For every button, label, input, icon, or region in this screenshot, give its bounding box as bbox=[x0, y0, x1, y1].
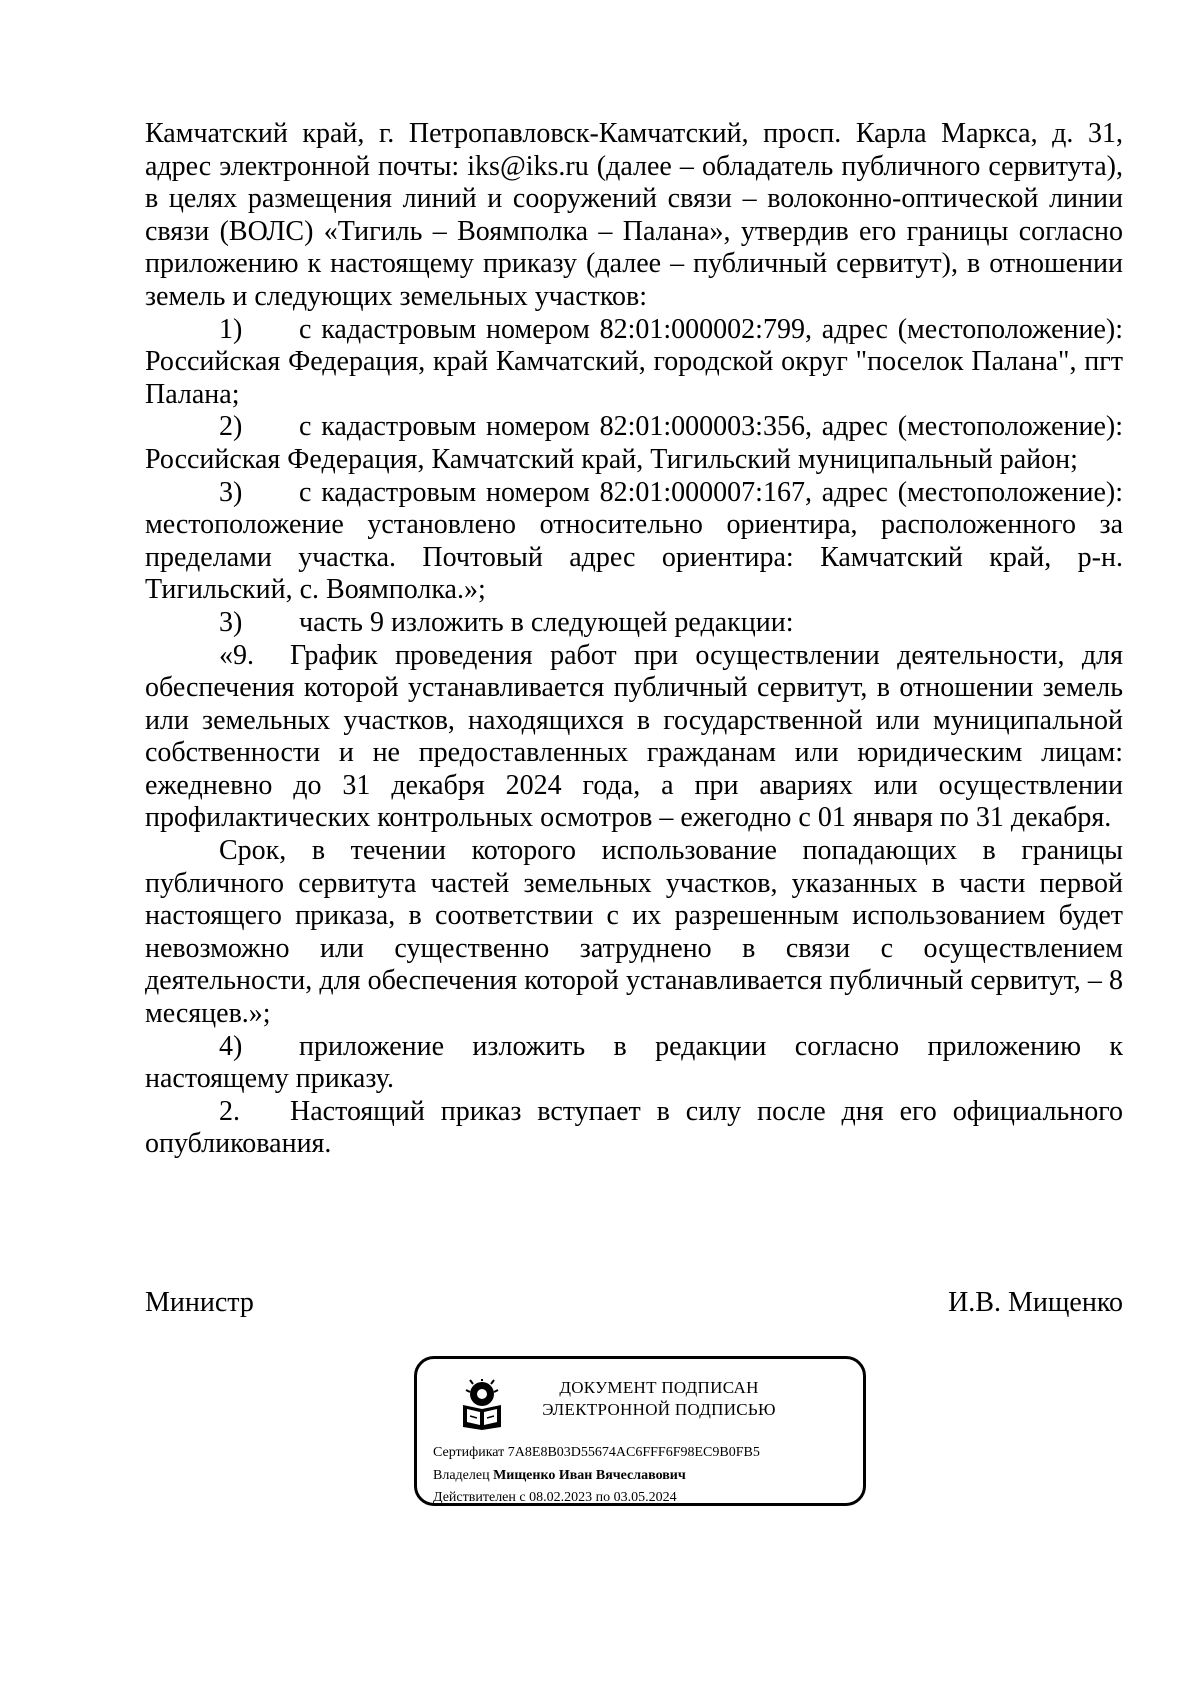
paragraph-effective bbox=[145, 1096, 1123, 1161]
list-item-text: часть 9 изложить в следующей редакции: bbox=[299, 606, 794, 638]
paragraph-text: Настоящий приказ вступает в силу после дня его официального опубликования. bbox=[145, 1095, 1123, 1160]
valid-to: 03.05.2024 bbox=[613, 1490, 677, 1505]
list-item-text: приложение изложить в редакции согласно приложению к настоящему приказу. bbox=[145, 1030, 1123, 1095]
document-body bbox=[145, 118, 1123, 1161]
stamp-title-line2: ЭЛЕКТРОННОЙ ПОДПИСЬЮ bbox=[542, 1400, 776, 1419]
kamchatka-emblem-icon bbox=[459, 1379, 505, 1431]
list-item-part9 bbox=[145, 607, 1123, 640]
paragraph-schedule bbox=[145, 640, 1123, 836]
list-number: «9. bbox=[219, 639, 254, 671]
e-signature-stamp bbox=[414, 1356, 866, 1506]
list-item-text: с кадастровым номером 82:01:000002:799, адрес (местоположение): Российская Федерация, край Камчатский, городской округ "поселок Палана", пгт Палана; bbox=[145, 313, 1123, 410]
list-number: 3) bbox=[219, 476, 243, 508]
valid-from: 08.02.2023 bbox=[529, 1490, 593, 1505]
paragraph-term: Срок, в течении которого использование попадающих в границы публичного сервитута частей земельных участков, указанных в части первой настоящего приказа, в соответствии с их разрешенным использованием будет невозможно или существенно затруднено в связи с осуществлением деятельности, для обеспечения которой устанавливается публичный сервитут, – 8 месяцев.»; bbox=[145, 835, 1123, 1030]
paragraph-text: График проведения работ при осуществлении деятельности, для обеспечения которой устанавливается публичный сервитут, в отношении земель или земельных участков, находящихся в государственной или муниципальной собственности и не предоставленных гражданам или юридическим лицам: ежедневно до 31 декабря 2024 года, а при авариях или осуществлении профилактических контрольных осмотров – ежегодно с 01 января по 31 декабря. bbox=[145, 639, 1123, 834]
list-number: 1) bbox=[219, 313, 243, 345]
list-item-1 bbox=[145, 314, 1123, 412]
stamp-certificate bbox=[433, 1444, 760, 1462]
certificate-value: 7A8E8B03D55674AC6FFF6F98EC9B0FB5 bbox=[507, 1445, 760, 1460]
stamp-title bbox=[529, 1377, 789, 1421]
certificate-label: Сертификат bbox=[433, 1445, 505, 1460]
valid-label: Действителен с bbox=[433, 1490, 526, 1505]
list-item-text: с кадастровым номером 82:01:000003:356, адрес (местоположение): Российская Федерация, Камчатский край, Тигильский муниципальный район; bbox=[145, 411, 1123, 475]
list-number: 2) bbox=[219, 411, 243, 443]
list-number: 3) bbox=[219, 606, 243, 638]
owner-value: Мищенко Иван Вячеславович bbox=[493, 1468, 686, 1483]
signature-row bbox=[145, 1287, 1123, 1319]
list-number: 2. bbox=[219, 1095, 240, 1127]
stamp-title-line1: ДОКУМЕНТ ПОДПИСАН bbox=[559, 1378, 759, 1397]
signer-name: И.В. Мищенко bbox=[948, 1287, 1123, 1318]
stamp-validity bbox=[433, 1489, 677, 1507]
list-item-4 bbox=[145, 1031, 1123, 1096]
list-number: 4) bbox=[219, 1030, 243, 1062]
stamp-owner bbox=[433, 1467, 686, 1485]
paragraph-intro: Камчатский край, г. Петропавловск-Камчатский, просп. Карла Маркса, д. 31, адрес электронной почты: iks@iks.ru (далее – обладатель публичного сервитута), в целях размещения линий и сооружений связи – волоконно-оптической линии связи (ВОЛС) «Тигиль – Воямполка – Палана», утвердив его границы согласно приложению к настоящему приказу (далее – публичный сервитут), в отношении земель и следующих земельных участков: bbox=[145, 118, 1123, 312]
list-item-text: с кадастровым номером 82:01:000007:167, адрес (местоположение): местоположение установлено относительно ориентира, расположенного за пределами участка. Почтовый адрес ориентира: Камчатский край, р-н. Тигильский, с. Воямполка.»; bbox=[145, 476, 1123, 606]
valid-to-label: по bbox=[595, 1490, 611, 1505]
owner-label: Владелец bbox=[433, 1468, 490, 1483]
list-item-3 bbox=[145, 477, 1123, 607]
signer-position: Министр bbox=[145, 1287, 254, 1318]
list-item-2 bbox=[145, 411, 1123, 476]
